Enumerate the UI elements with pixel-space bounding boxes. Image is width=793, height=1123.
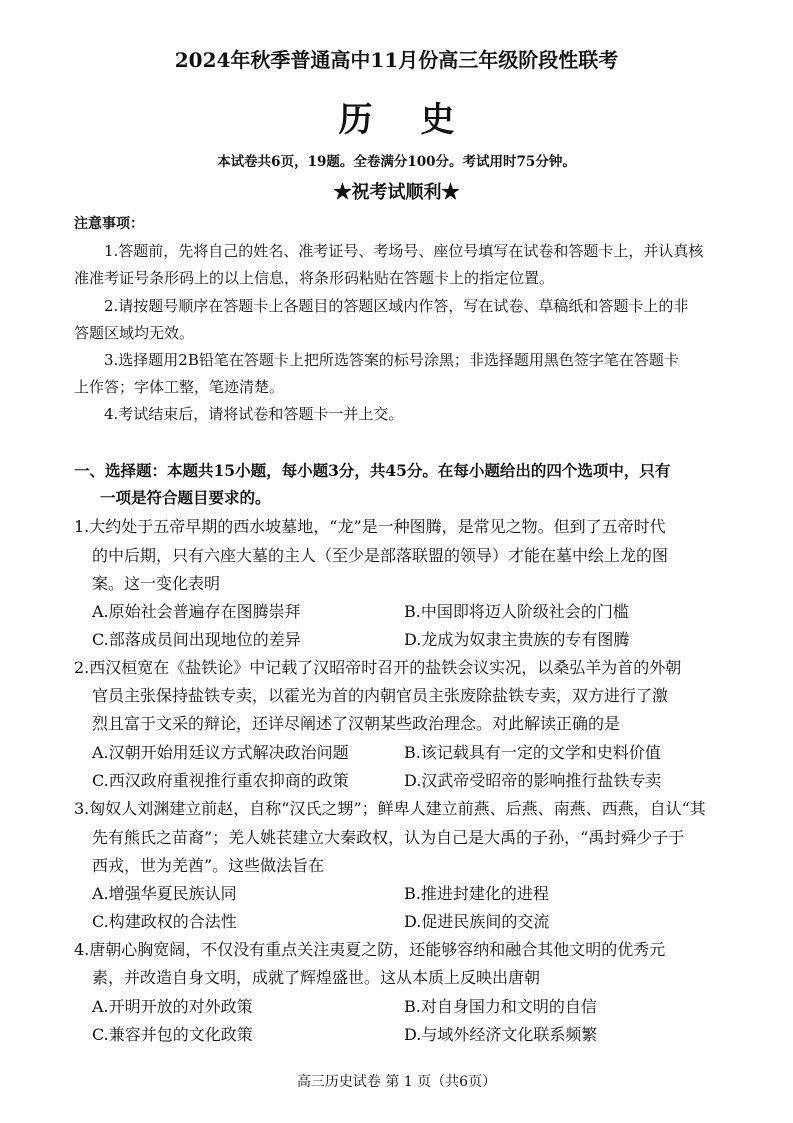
section-heading-cont: 一项是符合题目要求的。: [100, 488, 271, 507]
question-1-stem: 的中后期，只有六座大墓的主人（至少是部落联盟的领导）才能在墓中绘上龙的图: [92, 546, 669, 565]
note-line: 4.考试结束后，请将试卷和答题卡一并上交。: [104, 405, 404, 423]
question-1-option-b: B.中国即将迈人阶级社会的门槛: [404, 602, 629, 621]
question-2-option-a: A.汉朝开始用廷议方式解决政治问题: [92, 743, 349, 762]
note-line: 2.请按题号顺序在答题卡上各题目的答题区域内作答，写在试卷、草稿纸和答题卡上的非: [104, 297, 689, 315]
question-2-stem: 烈且富于文采的辩论，还详尽阐述了汉朝某些政治理念。对此解读正确的是: [92, 714, 621, 733]
question-4-option-b: B.对自身国力和文明的自信: [404, 997, 597, 1016]
question-1-stem: 案。这一变化表明: [92, 574, 221, 593]
section-heading: 一、选择题：本题共15小题，每小题3分，共45分。在每小题给出的四个选项中，只有: [74, 461, 671, 480]
exam-title: 2024年秋季普通高中11月份高三年级阶段性联考: [174, 48, 619, 72]
note-line: 1.答题前，先将自己的姓名、准考证号、考场号、座位号填写在试卷和答题卡上，并认真核: [104, 242, 704, 260]
question-4-option-d: D.与域外经济文化联系频繁: [404, 1025, 598, 1044]
question-4-option-c: C.兼容并包的文化政策: [92, 1025, 253, 1044]
subject-title: 历史: [338, 100, 503, 140]
question-4-stem: 4.唐朝心胸宽阔，不仅没有重点关注夷夏之防，还能够容纳和融合其他文明的优秀元: [74, 940, 666, 959]
question-2-stem: 官员主张保持盐铁专卖，以霍光为首的内朝官员主张废除盐铁专卖，双方进行了激: [92, 686, 669, 705]
notes-heading: 注意事项：: [74, 216, 144, 232]
question-1-option-a: A.原始社会普遍存在图腾崇拜: [92, 602, 301, 621]
exam-info: 本试卷共6页，19题。全卷满分100分。考试用时75分钟。: [217, 154, 576, 170]
question-2-option-d: D.汉武帝受昭帝的影响推行盐铁专卖: [404, 771, 662, 790]
question-4-stem: 素，并改造自身文明，成就了辉煌盛世。这从本质上反映出唐朝: [92, 968, 541, 987]
note-line: 上作答；字体工整，笔迹清楚。: [74, 378, 285, 396]
good-luck-banner: ★祝考试顺利★: [333, 182, 460, 203]
question-3-stem: 先有熊氏之苗裔”；羌人姚苌建立大秦政权，认为自己是大禹的子孙，“禹封舜少子于: [92, 828, 685, 847]
question-3-stem: 3.匈奴人刘渊建立前赵，自称“汉氏之甥”；鲜卑人建立前燕、后燕、南燕、西燕，自认“其: [74, 799, 706, 818]
note-line: 3.选择题用2B铅笔在答题卡上把所选答案的标号涂黑；非选择题用黑色签字笔在答题卡: [104, 351, 679, 369]
question-3-stem: 西戎，世为羌酋”。这些做法旨在: [92, 856, 325, 875]
question-1-stem: 1.大约处于五帝早期的西水坡墓地，“龙”是一种图腾，是常见之物。但到了五帝时代: [74, 517, 666, 536]
question-3-option-a: A.增强华夏民族认同: [92, 884, 237, 903]
question-2-option-b: B.该记载具有一定的文学和史料价值: [404, 743, 661, 762]
question-2-stem: 2.西汉桓宽在《盐铁论》中记载了汉昭帝时召开的盐铁会议实况，以桑弘羊为首的外朝: [74, 658, 682, 677]
question-3-option-c: C.构建政权的合法性: [92, 912, 237, 931]
question-2-option-c: C.西汉政府重视推行重农抑商的政策: [92, 771, 349, 790]
question-3-option-b: B.推进封建化的进程: [404, 884, 549, 903]
note-line: 准准考证号条形码上的以上信息，将条形码粘贴在答题卡上的指定位置。: [74, 269, 555, 287]
question-1-option-d: D.龙成为奴隶主贵族的专有图腾: [404, 630, 630, 649]
question-1-option-c: C.部落成员间出现地位的差异: [92, 630, 301, 649]
question-3-option-d: D.促进民族间的交流: [404, 912, 550, 931]
note-line: 答题区域均无效。: [74, 324, 195, 342]
question-4-option-a: A.开明开放的对外政策: [92, 997, 253, 1016]
page-footer: 高三历史试卷 第 1 页（共6页）: [296, 1074, 497, 1090]
